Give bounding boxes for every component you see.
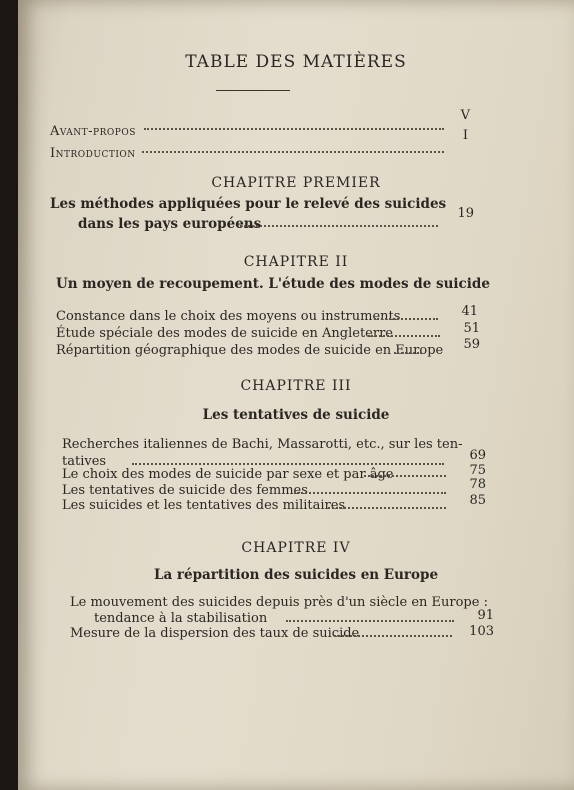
toc-entry-page: 59 — [463, 337, 480, 352]
leader-dots — [364, 475, 446, 477]
section-title: Les tentatives de suicide — [202, 407, 390, 423]
toc-entry-label: Constance dans le choix des moyens ou instruments — [56, 309, 401, 324]
leader-dots — [144, 128, 444, 130]
page-title: TABLE DES MATIÈRES — [185, 52, 407, 72]
toc-entry-introduction-label: Introduction — [50, 146, 136, 161]
toc-entry-label: Les suicides et les tentatives des militaires — [62, 498, 346, 513]
toc-entry-page: 78 — [469, 477, 486, 492]
toc-entry-page: 91 — [477, 608, 494, 623]
toc-entry-label-cont: tatives — [62, 454, 107, 469]
section-title: Les méthodes appliquées pour le relevé des suicides — [50, 196, 447, 212]
toc-entry-label: Répartition géographique des modes de suicide en Europe — [56, 343, 444, 358]
leader-dots — [132, 463, 444, 465]
chapter-heading: CHAPITRE IV — [241, 540, 351, 556]
toc-entry-page: 85 — [469, 493, 486, 508]
toc-entry-label: Le choix des modes de suicide par sexe et par âge — [62, 467, 394, 482]
toc-entry-label: Mesure de la dispersion des taux de suicide — [70, 626, 360, 641]
book-page — [18, 0, 574, 790]
title-rule — [216, 90, 290, 91]
leader-dots — [328, 507, 446, 509]
leader-dots — [142, 151, 444, 153]
toc-entry-label: Recherches italiennes de Bachi, Massarotti, etc., sur les ten- — [62, 437, 463, 452]
toc-entry-page: 51 — [463, 321, 480, 336]
toc-entry-label: Les tentatives de suicide des femmes — [62, 483, 308, 498]
toc-entry-introduction-page: I — [462, 128, 468, 143]
toc-entry-avant-propos-page: V — [460, 108, 470, 123]
leader-dots — [294, 492, 446, 494]
leader-dots — [334, 635, 452, 637]
chapter-heading: CHAPITRE III — [240, 378, 352, 394]
toc-entry-label-cont: tendance à la stabilisation — [94, 611, 268, 626]
toc-entry-label: Étude spéciale des modes de suicide en Angleterre — [56, 326, 393, 341]
chapter-heading: CHAPITRE II — [243, 254, 349, 270]
leader-dots — [240, 225, 438, 227]
leader-dots — [368, 335, 440, 337]
toc-entry-page: 75 — [469, 463, 486, 478]
section-title-cont: dans les pays européens — [78, 216, 262, 232]
leader-dots — [394, 352, 422, 354]
toc-entry-label: Le mouvement des suicides depuis près d'un siècle en Europe : — [70, 595, 488, 610]
leader-dots — [374, 318, 438, 320]
section-page: 19 — [457, 206, 474, 221]
toc-entry-avant-propos-label: Avant-propos — [50, 124, 136, 139]
toc-entry-page: 69 — [469, 448, 486, 463]
chapter-heading: CHAPITRE PREMIER — [211, 175, 381, 191]
toc-entry-page: 103 — [469, 624, 494, 639]
section-title: La répartition des suicides en Europe — [153, 567, 439, 583]
section-title: Un moyen de recoupement. L'étude des modes de suicide — [56, 276, 490, 292]
leader-dots — [286, 620, 454, 622]
toc-entry-page: 41 — [461, 304, 478, 319]
